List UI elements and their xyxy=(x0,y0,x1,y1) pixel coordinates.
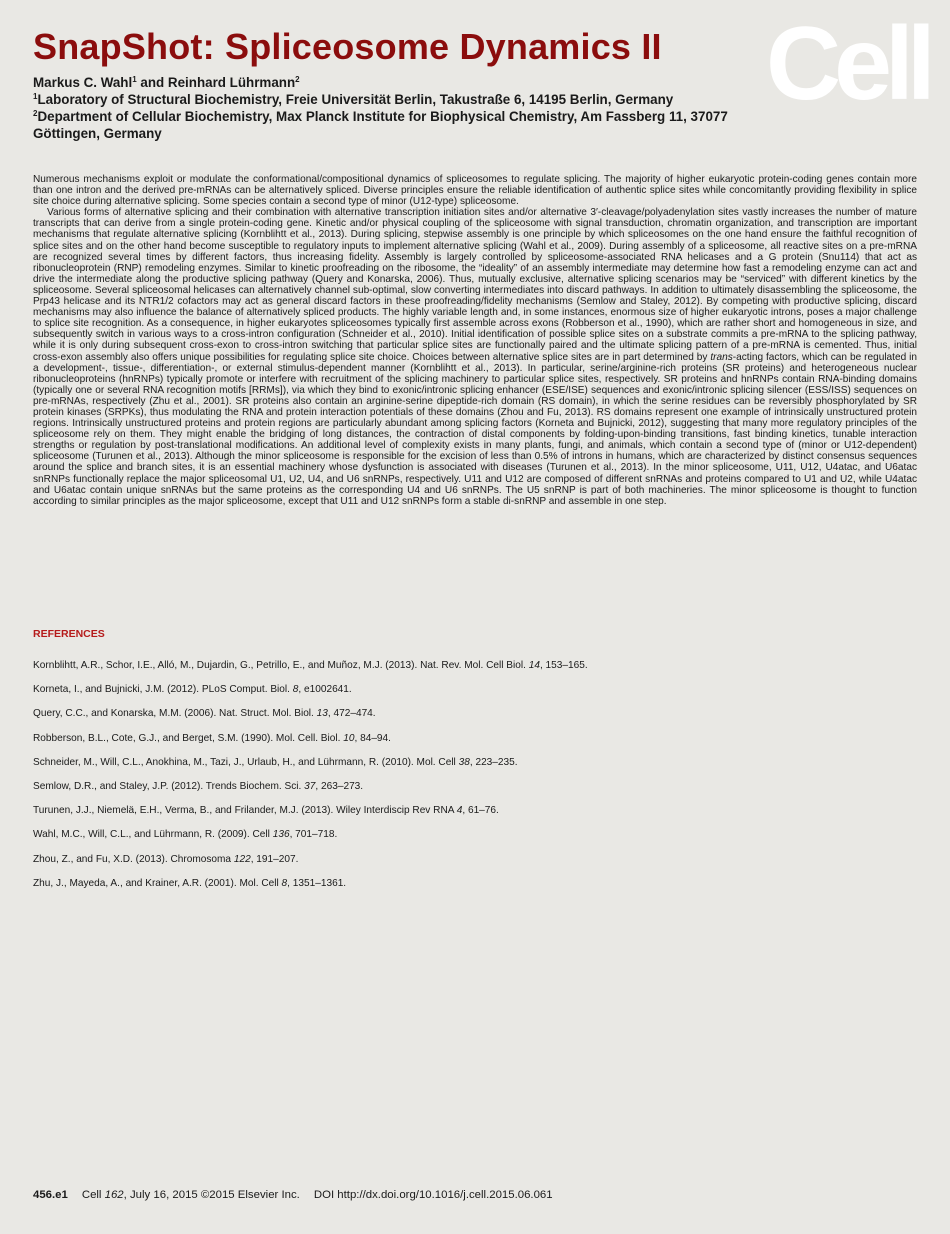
reference-pages: , 191–207. xyxy=(250,853,299,865)
reference-pages: , 701–718. xyxy=(289,829,338,841)
reference-volume: 8 xyxy=(292,684,299,696)
italic-term: trans xyxy=(710,351,733,363)
reference-item xyxy=(33,708,917,732)
reference-list xyxy=(33,660,917,902)
author-affiliation-mark: 1 xyxy=(132,75,137,84)
reference-text: Semlow, D.R., and Staley, J.P. (2012). Trends Biochem. Sci. xyxy=(33,780,305,792)
references-heading: REFERENCES xyxy=(33,628,105,640)
reference-pages: , 263–273. xyxy=(315,780,364,792)
cell-logo: Cell xyxy=(766,6,929,122)
reference-item xyxy=(33,854,917,878)
reference-pages: , e1002641. xyxy=(298,684,352,696)
page-footer xyxy=(33,1189,553,1201)
reference-item xyxy=(33,684,917,708)
author-separator: and xyxy=(136,75,168,90)
reference-item xyxy=(33,733,917,757)
affiliation-text: Department of Cellular Biochemistry, Max Planck Institute for Biophysical Chemistry, Am Fassberg 11, 37077 Göttingen, Germany xyxy=(33,109,728,141)
reference-volume: 37 xyxy=(304,780,316,792)
reference-text: Robberson, B.L., Cote, G.J., and Berget, S.M. (1990). Mol. Cell. Biol. xyxy=(33,732,344,744)
author-name: Markus C. Wahl xyxy=(33,75,133,90)
reference-text: Schneider, M., Will, C.L., Anokhina, M., Tazi, J., Urlaub, H., and Lührmann, R. (2010). Mol. Cell xyxy=(33,756,459,768)
affiliation xyxy=(33,108,733,142)
affiliation xyxy=(33,91,733,108)
page-number: 456.e1 xyxy=(33,1189,68,1201)
publication-date: , July 16, 2015 ©2015 Elsevier Inc. xyxy=(123,1189,300,1201)
reference-text: Kornblihtt, A.R., Schor, I.E., Alló, M., Dujardin, G., Petrillo, E., and Muñoz, M.J. (2013). Nat. Rev. Mol. Cell Biol. xyxy=(33,660,529,671)
reference-volume: 8 xyxy=(281,877,288,889)
reference-text: Wahl, M.C., Will, C.L., and Lührmann, R. (2009). Cell xyxy=(33,829,273,841)
author-name: Reinhard Lührmann xyxy=(167,75,296,90)
paragraph: Numerous mechanisms exploit or modulate the conformational/compositional dynamics of spliceosomes to regulate splicing. The majority of higher eukaryotic protein-coding genes contain more than one intron and the derived pre-mRNAs can be alternatively spliced. Diverse principles ensure the reliable identification of authentic splice sites while concomitantly providing flexibility in splice site choice during alternative splicing. Some species contain a second type of minor (U12-type) spliceosome. xyxy=(33,174,917,208)
reference-item xyxy=(33,805,917,829)
affiliation-number: 2 xyxy=(33,109,38,118)
reference-item xyxy=(33,829,917,853)
reference-volume: 13 xyxy=(316,708,328,720)
affiliation-number: 1 xyxy=(33,92,38,101)
reference-item xyxy=(33,878,917,902)
reference-item xyxy=(33,757,917,781)
paragraph-text: -acting factors, which can be regulated in a development-, tissue-, differentiation-, or external stimulus-dependent manner (Kornblihtt et al., 2013). In particular, serine/arginine-rich proteins (SR proteins) and heterogeneous nuclear ribonucleoproteins (hnRNPs) typically promote or interfere with recruitment of the splicing machinery to particular splice sites, respectively. SR proteins and hnRNPs contain RNA-binding domains (typically one or several RNA recognition motifs [RRMs]), via which they bind to exonic/intronic splicing enhancer (ESE/ISE) sequences and exonic/intronic splicing silencer (ESS/ISS) sequences on pre-mRNAs, respectively (Zhu et al., 2001). SR proteins also contain an arginine-serine dipeptide-rich domain (RS domain), in which the serine residues can be reversibly phosphorylated by SR protein kinases (SRPKs), thus modulating the RNA and protein interaction potentials of these domains (Zhou and Fu, 2013). RS domains represent one example of intrinsically unstructured protein regions. Intrinsically unstructured proteins and protein regions are particularly abundant among splicing factors (Korneta and Bujnicki, 2012), suggesting that many more regulatory principles of the spliceosome rely on them. They might enable the bridging of long distances, the contraction of distal components by folding-upon-binding transitions, fast binding kinetics, tunable interaction strengths or regulation by post-translational modifications. An additional level of complexity exists in many plants, fungi, and animals, which contain a second type of (minor or U12-dependent) spliceosome (Turunen et al., 2013). Although the minor spliceosome is responsible for the excision of less than 0.5% of introns in humans, which are characterized by distinct consensus sequences around the splice and branch sites, it is an essential machinery whose dysfunction is associated with diseases (Turunen et al., 2013). In the minor spliceosome, U11, U12, U4atac, and U6atac snRNPs functionally replace the major spliceosomal U1, U2, U4, and U6 snRNPs, respectively. U11 and U12 are composed of different snRNAs and proteins compared to U1 and U2, while U4atac and U6atac contain unique snRNAs but the same proteins as the corresponding U4 and U6 snRNPs. The U5 snRNP is part of both machineries. The minor spliceosome is thought to function according to similar principles as the major spliceosome, except that U11 and U12 snRNPs form a stable di-snRNP and assemble in one step. xyxy=(33,351,917,507)
reference-item xyxy=(33,781,917,805)
reference-volume: 122 xyxy=(233,853,251,865)
reference-pages: , 472–474. xyxy=(327,708,376,720)
reference-volume: 10 xyxy=(343,732,355,744)
reference-text: Query, C.C., and Konarska, M.M. (2006). Nat. Struct. Mol. Biol. xyxy=(33,708,317,720)
reference-volume: 136 xyxy=(272,829,290,841)
journal-volume: 162 xyxy=(104,1189,124,1201)
affiliation-text: Laboratory of Structural Biochemistry, Freie Universität Berlin, Takustraße 6, 14195 Berlin, Germany xyxy=(37,92,674,107)
author-affiliation-mark: 2 xyxy=(295,75,300,84)
journal-name: Cell xyxy=(81,1189,105,1201)
body-text xyxy=(33,174,917,507)
doi-link[interactable]: DOI http://dx.doi.org/10.1016/j.cell.2015.06.061 xyxy=(313,1189,553,1201)
author-block xyxy=(33,74,733,142)
reference-volume: 14 xyxy=(528,660,540,671)
reference-text: Zhu, J., Mayeda, A., and Krainer, A.R. (2001). Mol. Cell xyxy=(33,877,282,889)
paragraph xyxy=(33,207,917,507)
reference-text: Zhou, Z., and Fu, X.D. (2013). Chromosoma xyxy=(33,853,234,865)
reference-text: Turunen, J.J., Niemelä, E.H., Verma, B., and Frilander, M.J. (2013). Wiley Interdiscip Rev RNA xyxy=(33,805,457,817)
page-title: SnapShot: Spliceosome Dynamics II xyxy=(33,26,662,67)
reference-text: Korneta, I., and Bujnicki, J.M. (2012). PLoS Comput. Biol. xyxy=(33,684,293,696)
author-line xyxy=(33,74,733,91)
reference-pages: , 153–165. xyxy=(539,660,588,671)
reference-pages: , 61–76. xyxy=(462,805,499,817)
paragraph-text: Various forms of alternative splicing and their combination with alternative transcription initiation sites and/or alternative 3′-cleavage/polyadenylation sites vastly increases the number of mature transcripts that can derive from a single protein-coding gene. Kinetic and/or physical coupling of the spliceosome with signal transduction, chromatin organization, and transcription are important mechanisms that regulate alternative splicing (Kornblihtt et al., 2013). During splicing, stepwise assembly is one principle by which spliceosomes on the one hand ensure the faithful recognition of splice sites and on the other hand become susceptible to regulatory inputs to implement alternative splicing (Wahl et al., 2009). During assembly of a spliceosome, all reactive sites on a pre-mRNA are recognized several times by different factors, thus increasing fidelity. Assembly is largely controlled by spliceosome-associated RNA helicases and a G protein (Snu114) that act as ribonucleoprotein (RNP) remodeling enzymes. Similar to kinetic proofreading on the ribosome, the “ideality” of an assembly intermediate may determine how fast a remodeling enzyme can act and drive the intermediate along the productive splicing pathway (Query and Konarska, 2006). Thus, mutually exclusive, alternative splicing scenarios may be “serviced” with different kinetics by the spliceosome. Several spliceosomal helicases can alternatively channel sub-optimal, slow converting intermediates into discard pathways. In addition to ultimately disassembling the spliceosome, the Prp43 helicase and its NTR1/2 cofactors may act as general discard factors in these proofreading/fidelity mechanisms (Semlow and Staley, 2012). By competing with productive splicing, discard mechanisms may also influence the balance of alternatively spliced products. The highly variable length and, in some instances, enormous size of higher eukaryotic introns, poses a major challenge to splice site recognition. As a consequence, in higher eukaryotes spliceosomes typically first assemble across exons (Robberson et al., 1990), which are rather short and homogeneous in size, and subsequently switch in various ways to a cross-intron configuration (Schneider et al., 2010). Initial identification of possible splice sites on a substrate commits a pre-mRNA to the splicing pathway, while it is only during subsequent cross-exon to cross-intron switching that particular splice sites are functionally paired and the ultimate splicing pattern of a pre-mRNA is cemented. Thus, initial cross-exon assembly also offers unique possibilities for regulating splice site choice. Choices between alternative splice sites are in part determined by xyxy=(33,207,917,363)
reference-pages: , 223–235. xyxy=(469,756,518,768)
reference-volume: 4 xyxy=(456,805,463,817)
reference-item xyxy=(33,660,917,684)
reference-pages: , 84–94. xyxy=(354,732,391,744)
reference-volume: 38 xyxy=(458,756,470,768)
reference-pages: , 1351–1361. xyxy=(287,877,347,889)
